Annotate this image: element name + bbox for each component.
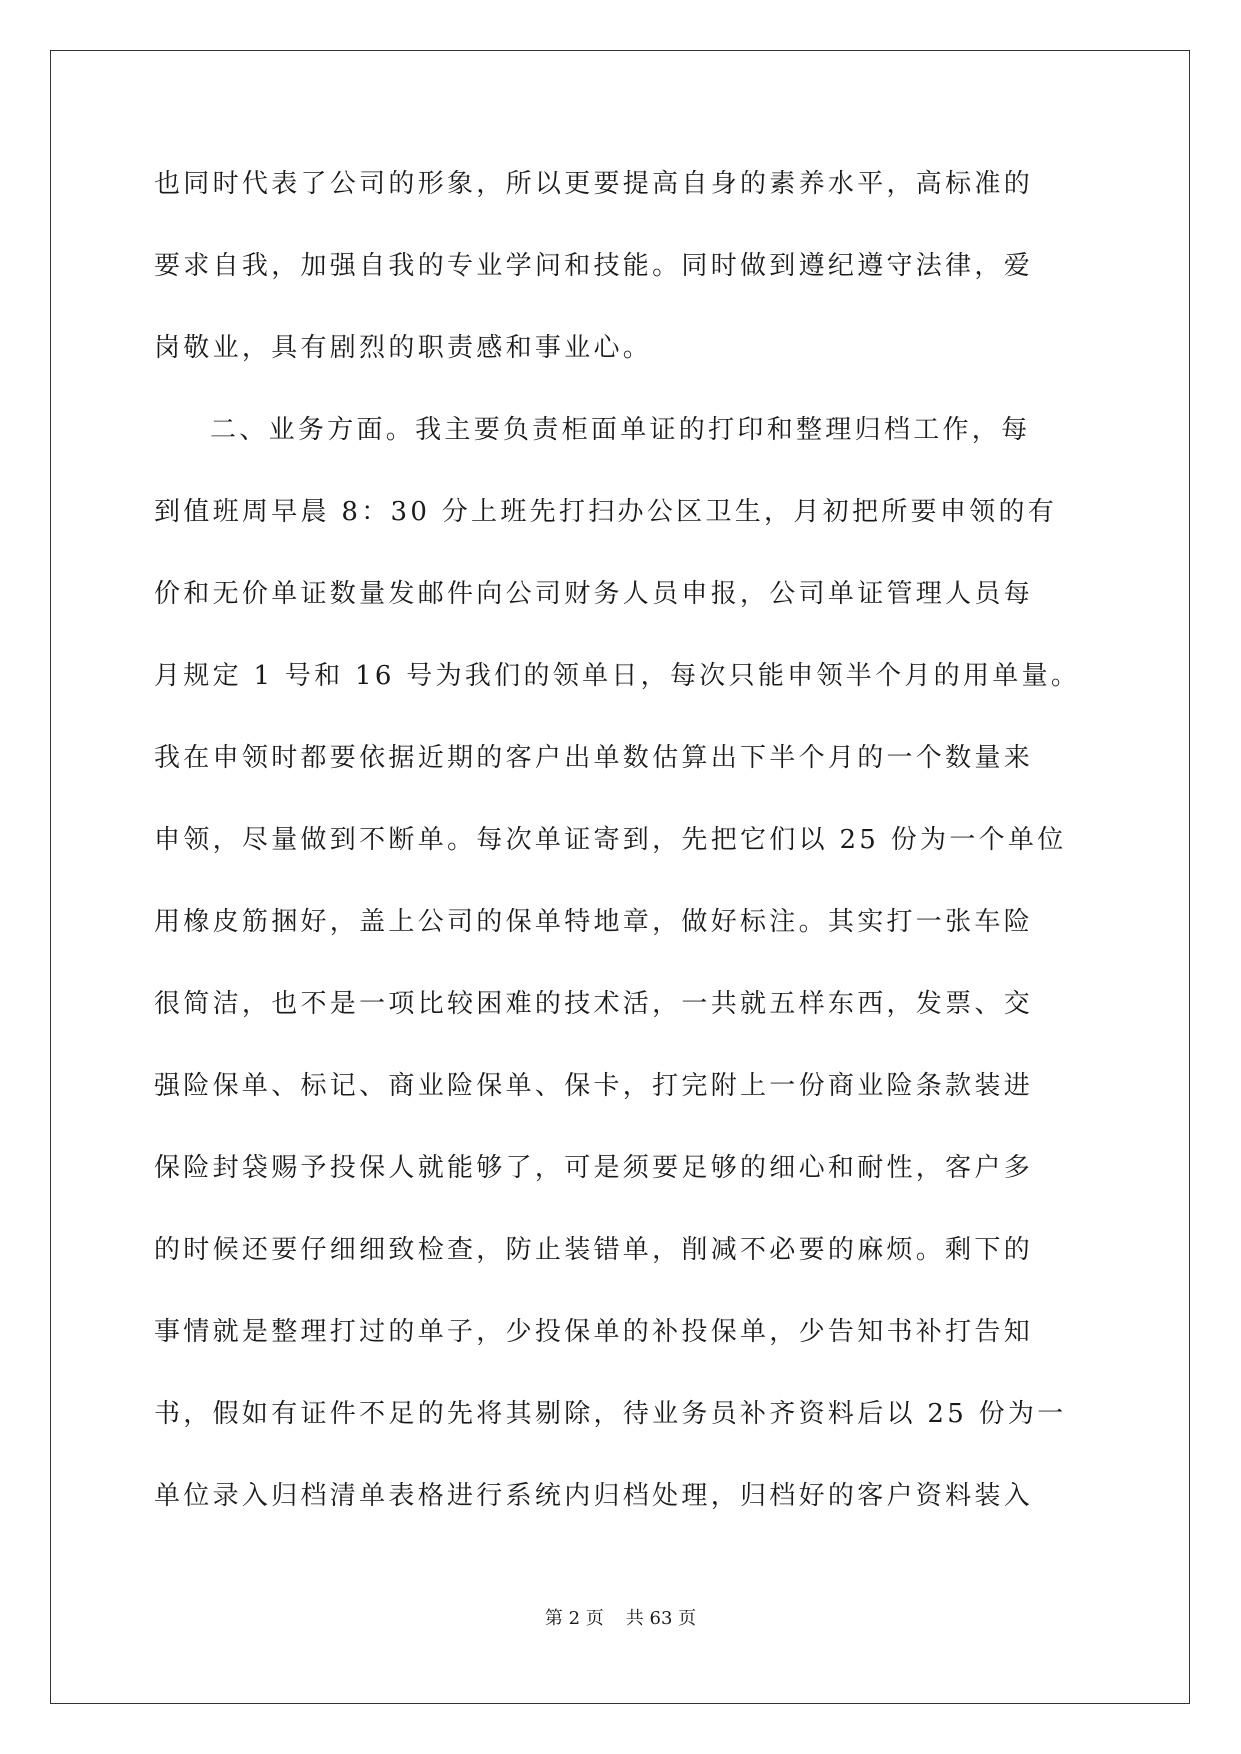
text-line: 保险封袋赐予投保人就能够了，可是须要足够的细心和耐性，客户多	[154, 1153, 1034, 1183]
document-body	[154, 161, 1094, 1555]
text-line: 月规定 1 号和 16 号为我们的领单日，每次只能申领半个月的用单量。	[154, 661, 1081, 691]
page-number: 第 2 页	[544, 1608, 604, 1629]
text-line: 很简洁，也不是一项比较困难的技术活，一共就五样东西，发票、交	[154, 989, 1034, 1019]
text-line: 到值班周早晨 8：30 分上班先打扫办公区卫生，月初把所要申领的有	[154, 497, 1058, 527]
text-line: 也同时代表了公司的形象，所以更要提高自身的素养水平，高标准的	[154, 169, 1034, 199]
text-line: 强险保单、标记、商业险保单、保卡，打完附上一份商业险条款装进	[154, 1071, 1034, 1101]
text-line: 价和无价单证数量发邮件向公司财务人员申报，公司单证管理人员每	[154, 579, 1034, 609]
page-footer	[0, 1604, 1241, 1630]
text-line: 岗敬业，具有剧烈的职责感和事业心。	[154, 333, 653, 363]
text-line: 的时候还要仔细细致检查，防止装错单，削减不必要的麻烦。剩下的	[154, 1235, 1034, 1265]
text-line: 单位录入归档清单表格进行系统内归档处理，归档好的客户资料装入	[154, 1481, 1034, 1511]
text-line: 书，假如有证件不足的先将其剔除，待业务员补齐资料后以 25 份为一	[154, 1399, 1067, 1429]
text-line: 事情就是整理打过的单子，少投保单的补投保单，少告知书补打告知	[154, 1317, 1034, 1347]
text-line: 要求自我，加强自我的专业学问和技能。同时做到遵纪遵守法律，爱	[154, 251, 1034, 281]
section-heading-line: 二、业务方面。我主要负责柜面单证的打印和整理归档工作，每	[210, 415, 1031, 445]
page-total: 共 63 页	[625, 1608, 697, 1629]
text-line: 我在申领时都要依据近期的客户出单数估算出下半个月的一个数量来	[154, 743, 1034, 773]
text-line: 申领，尽量做到不断单。每次单证寄到，先把它们以 25 份为一个单位	[154, 825, 1067, 855]
text-line: 用橡皮筋捆好，盖上公司的保单特地章，做好标注。其实打一张车险	[154, 907, 1034, 937]
